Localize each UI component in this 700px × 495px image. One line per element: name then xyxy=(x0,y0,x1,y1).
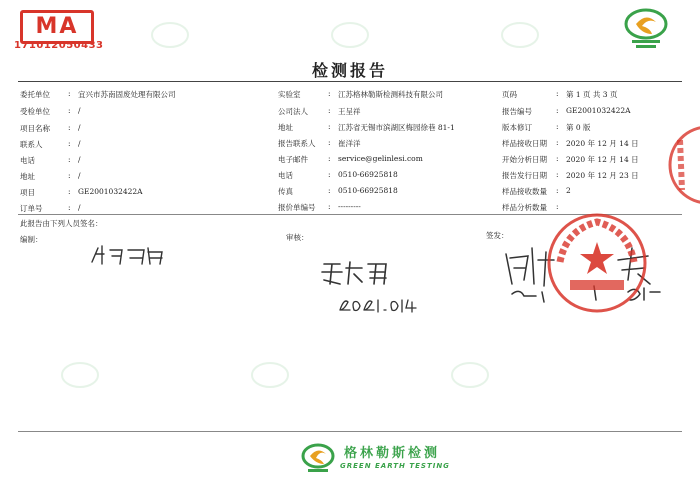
separator: : xyxy=(328,106,331,115)
footer-brand xyxy=(254,436,474,480)
page-value: 第 1 页 共 3 页 xyxy=(566,90,618,99)
issue-date-label: 报告发行日期 xyxy=(502,171,547,180)
project-name-value: / xyxy=(78,123,81,132)
revision-value: 第 0 版 xyxy=(566,123,591,132)
compiler-label: 编制： xyxy=(20,235,43,244)
cma-mark xyxy=(20,10,94,44)
separator: : xyxy=(68,171,71,180)
client-value: 宜兴市苏南固废处理有限公司 xyxy=(78,90,176,99)
separator: : xyxy=(328,154,331,163)
address-value: / xyxy=(78,171,81,180)
brand-name-cn: 格林勒斯检测 xyxy=(344,446,441,461)
order-value: / xyxy=(78,203,81,212)
project-name-label: 项目名称 xyxy=(20,124,50,133)
revision-label: 版本修订 xyxy=(502,123,532,132)
separator: : xyxy=(556,202,559,211)
sample-received-value: 2020 年 12 月 14 日 xyxy=(566,139,639,148)
brand-logo-icon xyxy=(300,440,336,476)
lab-phone-label: 电话 xyxy=(278,171,293,180)
legal-rep-value: 王呈祥 xyxy=(338,107,361,116)
signoff-intro: 此报告由下列人员签名： xyxy=(20,219,103,228)
separator: : xyxy=(556,154,559,163)
separator: : xyxy=(556,138,559,147)
watermark-icon xyxy=(250,360,290,390)
project-value: GE2001032422A xyxy=(78,187,143,196)
separator: : xyxy=(556,186,559,195)
report-contact-value: 崔洋洋 xyxy=(338,139,361,148)
brand-name-en: GREEN EARTH TESTING xyxy=(340,462,450,470)
fax-label: 传真 xyxy=(278,187,293,196)
separator: : xyxy=(556,170,559,179)
separator: : xyxy=(328,202,331,211)
issue-date-value: 2020 年 12 月 23 日 xyxy=(566,171,639,180)
watermark-icon xyxy=(330,20,370,50)
separator: : xyxy=(328,89,331,98)
separator: : xyxy=(556,106,559,115)
separator: : xyxy=(328,122,331,131)
company-logo-icon xyxy=(622,6,670,50)
watermark-icon xyxy=(60,360,100,390)
lab-address-label: 地址 xyxy=(278,123,293,132)
email-label: 电子邮件 xyxy=(278,155,308,164)
separator: : xyxy=(68,139,71,148)
inspected-unit-label: 受检单位 xyxy=(20,107,50,116)
quote-number-label: 报价单编号 xyxy=(278,203,316,212)
cma-mark-text: MA xyxy=(35,14,79,39)
analysis-count-label: 样品分析数量 xyxy=(502,203,547,212)
reviewer-signature xyxy=(318,258,398,288)
address-label: 地址 xyxy=(20,172,35,181)
separator: : xyxy=(68,123,71,132)
page-label: 页码 xyxy=(502,90,517,99)
client-label: 委托单位 xyxy=(20,90,50,99)
lab-phone-value: 0510-66925818 xyxy=(338,170,398,179)
title-rule xyxy=(18,81,682,82)
phone-value: / xyxy=(78,155,81,164)
contact-value: / xyxy=(78,139,81,148)
lab-value: 江苏格林勒斯检测科技有限公司 xyxy=(338,90,443,99)
sample-received-label: 样品接收日期 xyxy=(502,139,547,148)
signer-label: 签发： xyxy=(486,231,509,240)
page-seal-edge xyxy=(668,120,700,210)
official-seal xyxy=(546,212,648,314)
report-title: 检测报告 xyxy=(311,61,388,80)
separator: : xyxy=(328,186,331,195)
sample-count-label: 样品接收数量 xyxy=(502,187,547,196)
report-number-value: GE2001032422A xyxy=(566,106,631,115)
separator: : xyxy=(68,203,71,212)
legal-rep-label: 公司法人 xyxy=(278,107,308,116)
analysis-start-value: 2020 年 12 月 14 日 xyxy=(566,155,639,164)
separator: : xyxy=(68,89,71,98)
quote-number-value: --------- xyxy=(338,202,361,211)
sample-count-value: 2 xyxy=(566,186,571,195)
separator: : xyxy=(68,155,71,164)
watermark-icon xyxy=(450,360,490,390)
report-number-label: 报告编号 xyxy=(502,107,532,116)
analysis-start-label: 开始分析日期 xyxy=(502,155,547,164)
reviewer-label: 审核： xyxy=(286,233,309,242)
watermark-icon xyxy=(150,20,190,50)
lab-label: 实验室 xyxy=(278,90,301,99)
phone-label: 电话 xyxy=(20,156,35,165)
separator: : xyxy=(68,106,71,115)
footer-rule xyxy=(18,431,682,432)
separator: : xyxy=(556,122,559,131)
contact-label: 联系人 xyxy=(20,140,43,149)
separator: : xyxy=(68,187,71,196)
compiler-signature xyxy=(88,240,168,270)
fax-value: 0510-66925818 xyxy=(338,186,398,195)
order-label: 订单号 xyxy=(20,204,43,213)
report-contact-label: 报告联系人 xyxy=(278,139,316,148)
project-label: 项目 xyxy=(20,188,35,197)
separator: : xyxy=(556,89,559,98)
review-date-handwritten xyxy=(338,292,418,316)
separator: : xyxy=(328,138,331,147)
watermark-icon xyxy=(500,20,540,50)
separator: : xyxy=(328,170,331,179)
lab-address-value: 江苏省无锡市滨湖区梅园徐巷 81-1 xyxy=(338,123,455,132)
cma-code: 171012050433 xyxy=(14,40,104,51)
email-value: service@gelinlesi.com xyxy=(338,154,423,163)
inspected-unit-value: / xyxy=(78,106,81,115)
